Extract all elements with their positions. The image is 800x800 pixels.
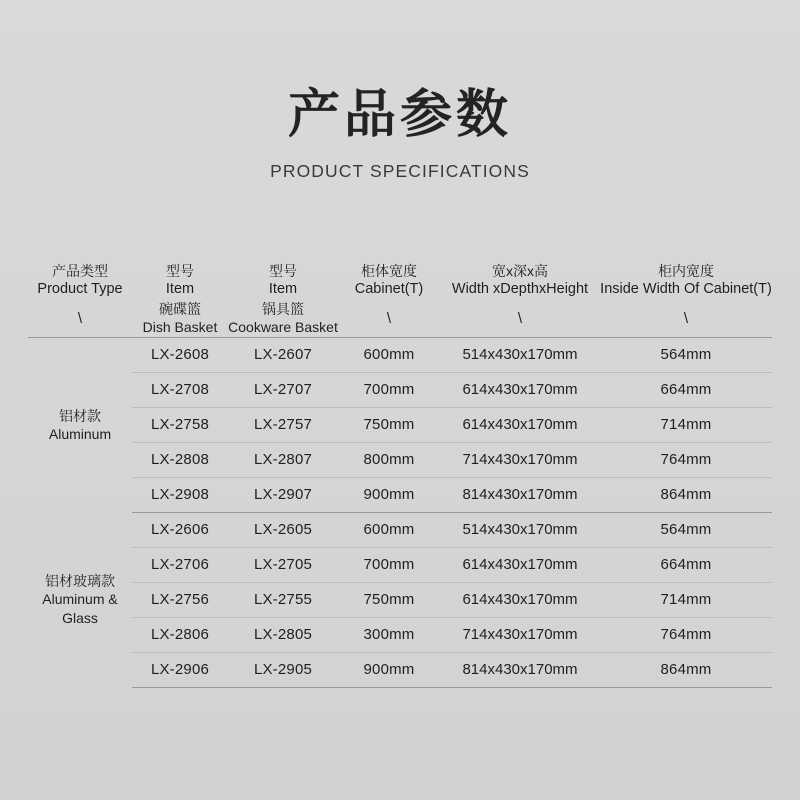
cell-dish-item: LX-2758 [132, 407, 228, 442]
table-row [28, 337, 772, 372]
spec-table [28, 262, 772, 688]
cell-dimensions: 614x430x170mm [440, 582, 600, 617]
group-label-aluminum [28, 337, 132, 512]
cell-cookware-item: LX-2705 [228, 547, 338, 582]
subheader-slash: \ [77, 309, 83, 327]
header-cell-inside-width [600, 262, 772, 300]
cell-dimensions: 714x430x170mm [440, 442, 600, 477]
subheader-cn: 碗碟篮 [159, 300, 201, 317]
table-row [28, 547, 772, 582]
group-label-en: Aluminum & Glass [42, 591, 118, 626]
cell-dish-item: LX-2756 [132, 582, 228, 617]
cell-dish-item: LX-2706 [132, 547, 228, 582]
cell-cabinet-width: 700mm [338, 372, 440, 407]
cell-cookware-item: LX-2905 [228, 652, 338, 687]
header-cell-item-dish [132, 262, 228, 300]
cell-cabinet-width: 900mm [338, 652, 440, 687]
subheader-cell-dimensions [440, 300, 600, 337]
group-label-en: Aluminum [48, 425, 112, 442]
cell-cookware-item: LX-2805 [228, 617, 338, 652]
header-row [28, 262, 772, 300]
header-cn: 宽x深x高 [492, 263, 548, 279]
cell-dish-item: LX-2806 [132, 617, 228, 652]
table-row [28, 372, 772, 407]
cell-inside-width: 864mm [600, 652, 772, 687]
table-row [28, 617, 772, 652]
header-en: Item [165, 281, 195, 298]
subheader-cn: 锅具篮 [262, 300, 304, 317]
table-body [28, 337, 772, 687]
subheader-cell-product-type [28, 300, 132, 337]
header-en: Width xDepthxHeight [451, 281, 589, 298]
cell-cabinet-width: 800mm [338, 442, 440, 477]
subheader-slash: \ [683, 309, 689, 327]
cell-cabinet-width: 900mm [338, 477, 440, 512]
cell-cookware-item: LX-2605 [228, 512, 338, 547]
cell-dimensions: 814x430x170mm [440, 652, 600, 687]
cell-cookware-item: LX-2607 [228, 337, 338, 372]
header-cell-cabinet-width [338, 262, 440, 300]
header-en: Inside Width Of Cabinet(T) [600, 281, 772, 298]
group-label-cn: 铝材款 [59, 407, 101, 424]
header-cn: 型号 [166, 263, 194, 279]
header-cn: 产品类型 [52, 263, 108, 279]
table-row [28, 512, 772, 547]
subheader-cell-cookware-basket [228, 300, 338, 337]
page-title: 产品参数 [287, 86, 512, 144]
cell-inside-width: 714mm [600, 407, 772, 442]
cell-dish-item: LX-2608 [132, 337, 228, 372]
subheader-slash: \ [517, 309, 523, 327]
header-cn: 柜内宽度 [658, 263, 714, 279]
group-label-cn: 铝材玻璃款 [45, 573, 115, 590]
header-cn: 柜体宽度 [361, 263, 417, 279]
spec-table-container [28, 262, 772, 688]
table-row [28, 477, 772, 512]
header-cell-product-type [28, 262, 132, 300]
table-head [28, 262, 772, 337]
cell-cookware-item: LX-2757 [228, 407, 338, 442]
cell-cookware-item: LX-2907 [228, 477, 338, 512]
header-cn: 型号 [269, 263, 297, 279]
cell-cookware-item: LX-2755 [228, 582, 338, 617]
cell-dimensions: 514x430x170mm [440, 512, 600, 547]
group-label-aluminum-glass [28, 512, 132, 687]
cell-cabinet-width: 600mm [338, 337, 440, 372]
cell-dish-item: LX-2808 [132, 442, 228, 477]
cell-cookware-item: LX-2807 [228, 442, 338, 477]
table-row [28, 582, 772, 617]
page-subtitle: PRODUCT SPECIFICATIONS [270, 160, 530, 181]
cell-cookware-item: LX-2707 [228, 372, 338, 407]
subheader-cell-dish-basket [132, 300, 228, 337]
cell-cabinet-width: 750mm [338, 407, 440, 442]
subheader-cell-inside-width [600, 300, 772, 337]
cell-cabinet-width: 750mm [338, 582, 440, 617]
cell-cabinet-width: 700mm [338, 547, 440, 582]
cell-cabinet-width: 300mm [338, 617, 440, 652]
cell-dimensions: 614x430x170mm [440, 407, 600, 442]
subheader-row [28, 300, 772, 337]
cell-inside-width: 564mm [600, 512, 772, 547]
cell-inside-width: 764mm [600, 617, 772, 652]
cell-inside-width: 664mm [600, 372, 772, 407]
cell-dimensions: 514x430x170mm [440, 337, 600, 372]
cell-inside-width: 664mm [600, 547, 772, 582]
subheader-en: Dish Basket [142, 319, 218, 336]
cell-dish-item: LX-2906 [132, 652, 228, 687]
table-row [28, 407, 772, 442]
cell-inside-width: 714mm [600, 582, 772, 617]
cell-inside-width: 864mm [600, 477, 772, 512]
cell-dish-item: LX-2908 [132, 477, 228, 512]
cell-dimensions: 714x430x170mm [440, 617, 600, 652]
table-row [28, 442, 772, 477]
cell-inside-width: 564mm [600, 337, 772, 372]
cell-cabinet-width: 600mm [338, 512, 440, 547]
header-en: Item [268, 281, 298, 298]
cell-dish-item: LX-2708 [132, 372, 228, 407]
subheader-en: Cookware Basket [228, 319, 338, 336]
table-row [28, 652, 772, 687]
cell-dimensions: 614x430x170mm [440, 547, 600, 582]
subheader-cell-cabinet-width [338, 300, 440, 337]
subheader-slash: \ [386, 309, 392, 327]
header-cell-item-cookware [228, 262, 338, 300]
cell-dish-item: LX-2606 [132, 512, 228, 547]
cell-dimensions: 614x430x170mm [440, 372, 600, 407]
header-en: Cabinet(T) [354, 281, 424, 298]
cell-inside-width: 764mm [600, 442, 772, 477]
header-en: Product Type [37, 281, 123, 298]
cell-dimensions: 814x430x170mm [440, 477, 600, 512]
header-cell-dimensions [440, 262, 600, 300]
page-header [0, 0, 800, 182]
